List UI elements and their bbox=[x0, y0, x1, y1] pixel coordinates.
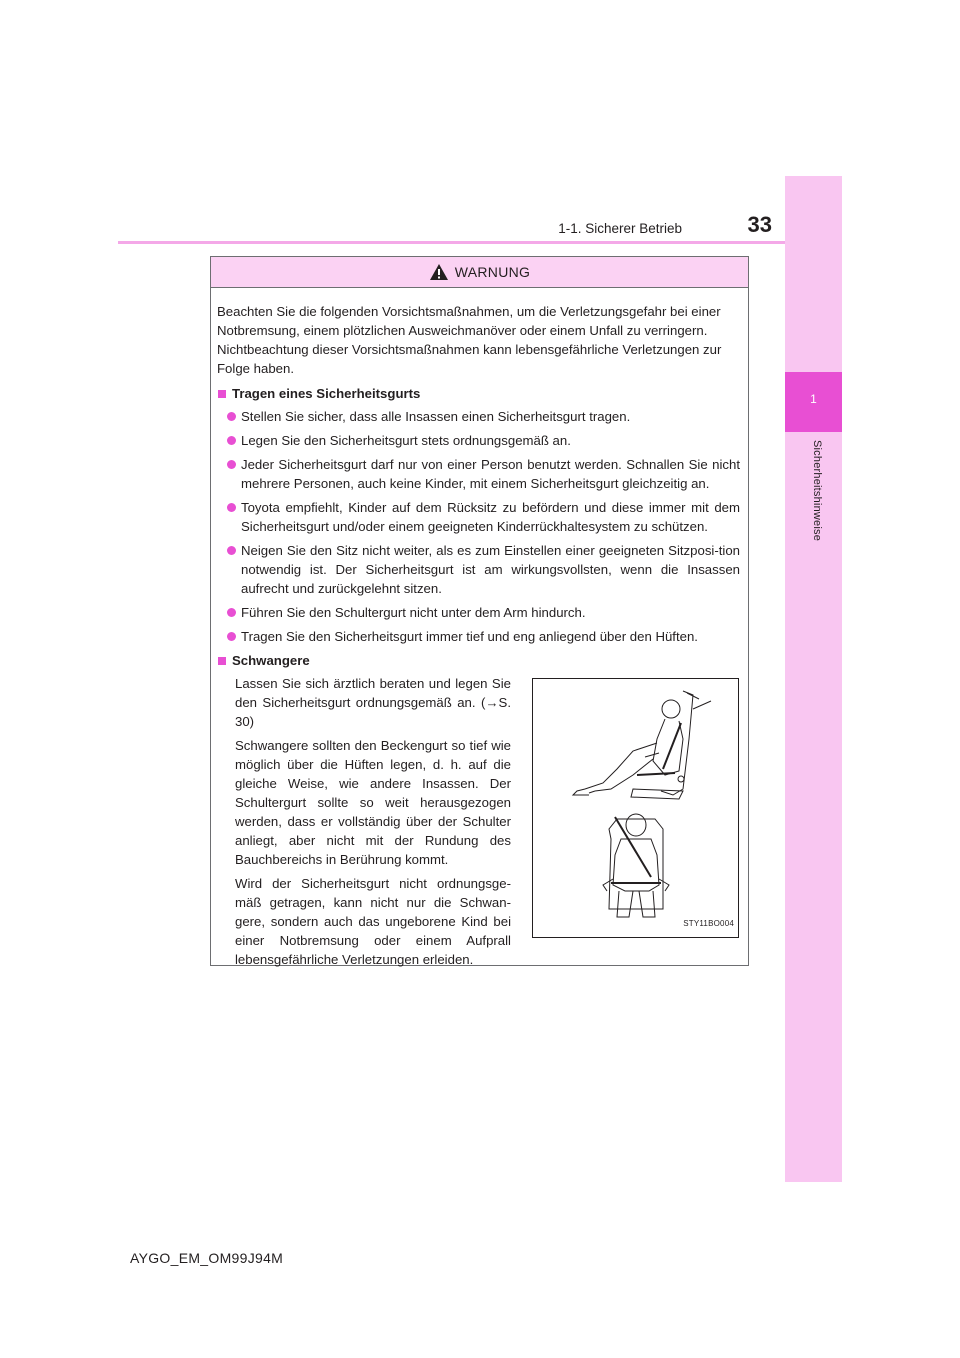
bullet-dot-icon bbox=[227, 608, 236, 617]
list-item-text: Neigen Sie den Sitz nicht weiter, als es zum Einstellen einer geeigneten Sitzposi-tion notwendig ist. Der Sicherheitsgurt ist am wirkungsvollsten, wenn die Insassen aufrecht und zurückgelehnt sitzen. bbox=[241, 543, 740, 596]
warning-intro: Beachten Sie die folgenden Vorsichtsmaßnahmen, um die Verletzungsgefahr bei einer Notbremsung, einem plötzlichen Ausweichmanöver oder einem Unfall zu verringern. Nichtbeachtung dieser Vorsichtsmaßnahmen kann lebensgefährliche Verletzungen zur Folge haben. bbox=[217, 304, 722, 376]
bullet-dot-icon bbox=[227, 503, 236, 512]
chapter-number: 1 bbox=[810, 392, 817, 406]
chapter-label: Sicherheitshinweise bbox=[811, 440, 823, 542]
list-item bbox=[217, 603, 740, 622]
seatbelt-figure-drawing bbox=[533, 679, 738, 937]
list-item bbox=[217, 627, 740, 646]
section-heading-text: Tragen eines Sicherheitsgurts bbox=[232, 386, 421, 401]
list-item-text: Toyota empfiehlt, Kinder auf dem Rücksitz zu befördern und diese immer mit dem Sicherheitsgurt und/oder einem geeigneten Kinderrückhaltesystem zu schützen. bbox=[241, 500, 740, 534]
seatbelt-bullet-list bbox=[217, 407, 740, 646]
list-item-text: Jeder Sicherheitsgurt darf nur von einer Person benutzt werden. Schnallen Sie nicht mehrere Personen, auch keine Kinder, mit einem Sicherheitsgurt gleichzeitig an. bbox=[241, 457, 740, 491]
list-item-text: Führen Sie den Schultergurt nicht unter dem Arm hindurch. bbox=[241, 605, 586, 620]
paragraph: Lassen Sie sich ärztlich beraten und legen Sie den Sicherheitsgurt ordnungsgemäß an. (→S. 30) bbox=[235, 676, 511, 729]
list-item-text: Legen Sie den Sicherheitsgurt stets ordnungsgemäß an. bbox=[241, 433, 571, 448]
footer-document-code: AYGO_EM_OM99J94M bbox=[130, 1250, 284, 1266]
paragraph: Schwangere sollten den Beckengurt so tief wie möglich über die Hüften legen, d. h. auf die gleiche Weise, wie andere Insassen. Der Schultergurt sollte so weit herausgezogen werden, dass er vollständig über der Schulter anliegt, aber nicht mit der Rundung des Bauchbereichs in Berührung kommt. bbox=[235, 738, 511, 867]
list-item bbox=[217, 455, 740, 493]
header-rule bbox=[118, 241, 785, 244]
list-item-text: Stellen Sie sicher, dass alle Insassen einen Sicherheitsgurt tragen. bbox=[241, 409, 631, 424]
warning-header bbox=[211, 257, 748, 288]
warning-title: WARNUNG bbox=[454, 264, 531, 280]
bullet-dot-icon bbox=[227, 436, 236, 445]
list-item-text: Tragen Sie den Sicherheitsgurt immer tief und eng anliegend über den Hüften. bbox=[241, 629, 698, 644]
warning-box bbox=[210, 256, 749, 966]
page-number: 33 bbox=[747, 212, 772, 237]
warning-triangle-icon bbox=[429, 263, 449, 281]
chapter-side-tab bbox=[785, 176, 842, 1182]
pregnant-text bbox=[235, 674, 511, 974]
list-item bbox=[217, 498, 740, 536]
figure-code: STY11BO004 bbox=[683, 919, 734, 928]
list-item bbox=[217, 431, 740, 450]
section-heading-pregnant bbox=[217, 651, 740, 670]
paragraph: Wird der Sicherheitsgurt nicht ordnungsge-mäß getragen, kann nicht nur die Schwan-gere, sondern auch das ungeborene Kind bei einer Notbremsung oder einem Aufprall lebensgefährliche Verletzungen erleiden. bbox=[235, 876, 511, 967]
list-item bbox=[217, 541, 740, 598]
section-heading-seatbelt bbox=[217, 384, 740, 403]
warning-body bbox=[211, 288, 748, 984]
list-item bbox=[217, 407, 740, 426]
bullet-dot-icon bbox=[227, 412, 236, 421]
square-bullet-icon bbox=[218, 390, 226, 398]
square-bullet-icon bbox=[218, 657, 226, 665]
bullet-dot-icon bbox=[227, 632, 236, 641]
bullet-dot-icon bbox=[227, 460, 236, 469]
pregnant-seatbelt-illustration bbox=[532, 678, 739, 938]
bullet-dot-icon bbox=[227, 546, 236, 555]
pregnant-section bbox=[217, 674, 740, 984]
header-section-title: 1-1. Sicherer Betrieb bbox=[558, 221, 682, 236]
section-heading-text: Schwangere bbox=[232, 653, 310, 668]
